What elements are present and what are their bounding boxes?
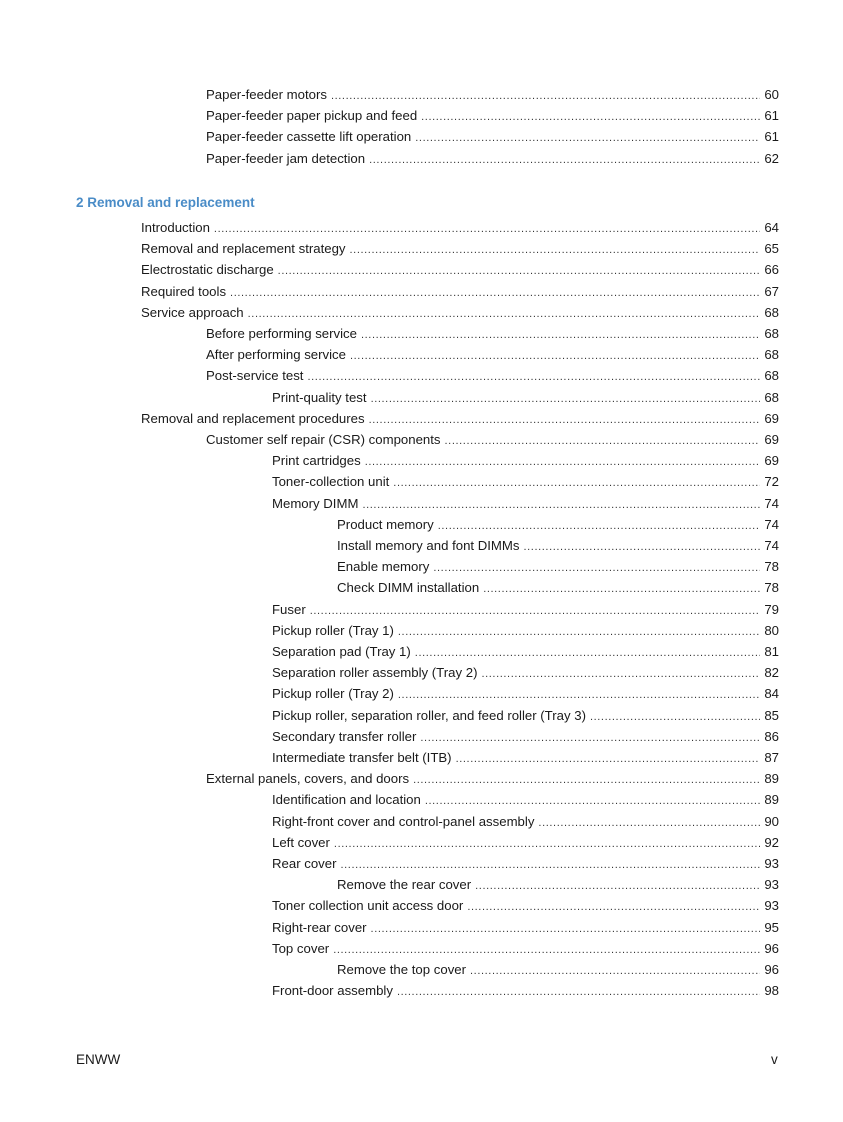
dot-leader bbox=[341, 855, 761, 876]
toc-entry-page-number: 66 bbox=[764, 262, 779, 278]
toc-entry-title: Print-quality test bbox=[272, 389, 367, 405]
dot-leader bbox=[334, 834, 760, 855]
dot-leader bbox=[420, 728, 760, 749]
dot-leader bbox=[307, 367, 760, 388]
toc-entry-page-number: 86 bbox=[764, 728, 779, 744]
toc-entry-title: Required tools bbox=[141, 283, 227, 299]
toc-entry[interactable] bbox=[272, 387, 779, 408]
toc-entry-page-number: 80 bbox=[764, 622, 779, 638]
toc-entry-title: Memory DIMM bbox=[272, 495, 359, 511]
dot-leader bbox=[350, 346, 760, 367]
toc-entry-title: Left cover bbox=[272, 834, 330, 850]
toc-entry-title: Pickup roller (Tray 2) bbox=[272, 686, 394, 702]
toc-entry[interactable] bbox=[337, 577, 779, 598]
dot-leader bbox=[278, 261, 761, 282]
toc-entry-title: Secondary transfer roller bbox=[272, 728, 417, 744]
dot-leader bbox=[393, 473, 760, 494]
toc-entry[interactable] bbox=[141, 217, 779, 238]
toc-entry-page-number: 93 bbox=[764, 898, 779, 914]
toc-entry[interactable] bbox=[141, 259, 779, 280]
toc-entry-title: Fuser bbox=[272, 601, 306, 617]
toc-entry-title: Remove the rear cover bbox=[337, 877, 472, 893]
dot-leader bbox=[523, 537, 760, 558]
toc-entry-title: Rear cover bbox=[272, 856, 337, 871]
toc-entry[interactable] bbox=[272, 832, 779, 853]
toc-entry[interactable] bbox=[337, 959, 779, 980]
toc-entry[interactable] bbox=[272, 641, 779, 662]
toc-entry[interactable] bbox=[272, 471, 779, 492]
toc-entry[interactable] bbox=[272, 853, 779, 874]
toc-entry-page-number: 74 bbox=[764, 538, 779, 553]
toc-entry[interactable] bbox=[206, 126, 779, 147]
toc-entry-page-number: 68 bbox=[764, 304, 779, 320]
toc-entry-page-number: 72 bbox=[764, 474, 779, 490]
dot-leader bbox=[331, 86, 760, 107]
toc-entry[interactable] bbox=[141, 408, 779, 429]
toc-entry-page-number: 81 bbox=[764, 644, 779, 659]
toc-entry-title: Remove the top cover bbox=[337, 962, 467, 977]
toc-entry[interactable] bbox=[206, 105, 779, 126]
dot-leader bbox=[398, 622, 760, 643]
toc-entry-page-number: 89 bbox=[764, 771, 779, 787]
dot-leader bbox=[481, 664, 760, 685]
toc-entry-title: Electrostatic discharge bbox=[141, 262, 274, 278]
dot-leader bbox=[214, 219, 760, 240]
toc-entry-page-number: 74 bbox=[764, 495, 779, 511]
toc-entry-page-number: 65 bbox=[764, 241, 779, 257]
toc-entry-page-number: 69 bbox=[764, 453, 779, 469]
toc-entry-page-number: 68 bbox=[764, 326, 779, 341]
toc-entry-title: Before performing service bbox=[206, 326, 357, 341]
toc-entry-page-number: 85 bbox=[764, 707, 779, 723]
toc-entry-page-number: 89 bbox=[764, 792, 779, 808]
toc-entry[interactable] bbox=[141, 302, 779, 323]
dot-leader bbox=[310, 601, 761, 622]
toc-entry-page-number: 84 bbox=[764, 686, 779, 702]
toc-entry-title: Post-service test bbox=[206, 368, 304, 384]
toc-entry-title: Paper-feeder jam detection bbox=[206, 150, 366, 166]
toc-entry-page-number: 96 bbox=[764, 962, 779, 977]
toc-entry-title: Toner-collection unit bbox=[272, 474, 390, 490]
toc-entry-page-number: 95 bbox=[764, 919, 779, 935]
toc-entry-title: Removal and replacement procedures bbox=[141, 410, 365, 426]
toc-entry[interactable] bbox=[272, 895, 779, 916]
toc-entry[interactable] bbox=[272, 938, 779, 959]
dot-leader bbox=[415, 643, 761, 664]
toc-entry-title: Identification and location bbox=[272, 792, 421, 808]
footer-label: ENWW bbox=[76, 1052, 121, 1067]
toc-entry[interactable] bbox=[272, 493, 779, 514]
toc-entry[interactable] bbox=[337, 556, 779, 577]
dot-leader bbox=[483, 579, 760, 600]
toc-entry[interactable] bbox=[206, 365, 779, 386]
toc-entry-page-number: 79 bbox=[764, 601, 779, 617]
toc-entry-title: Right-front cover and control-panel assembly bbox=[272, 813, 535, 829]
toc-entry[interactable] bbox=[272, 789, 779, 810]
toc-entry-title: Toner collection unit access door bbox=[272, 898, 464, 914]
toc-entry[interactable] bbox=[272, 620, 779, 641]
toc-entry-title: Top cover bbox=[272, 940, 330, 956]
toc-entry-title: After performing service bbox=[206, 347, 346, 363]
dot-leader bbox=[438, 516, 761, 537]
toc-entry-page-number: 93 bbox=[764, 856, 779, 871]
toc-entry-page-number: 74 bbox=[764, 516, 779, 532]
toc-entry-title: Enable memory bbox=[337, 559, 430, 575]
toc-entry[interactable] bbox=[272, 683, 779, 704]
toc-entry-page-number: 82 bbox=[764, 665, 779, 681]
chapter-heading[interactable]: 2 Removal and replacement bbox=[76, 195, 255, 210]
dot-leader bbox=[350, 240, 761, 261]
toc-entry-page-number: 68 bbox=[764, 347, 779, 363]
dot-leader bbox=[475, 876, 760, 897]
toc-entry-title: Product memory bbox=[337, 516, 434, 532]
dot-leader bbox=[333, 940, 760, 961]
toc-entry-title: Customer self repair (CSR) components bbox=[206, 432, 441, 447]
toc-entry-title: Separation roller assembly (Tray 2) bbox=[272, 665, 478, 681]
toc-entry-title: Introduction bbox=[141, 220, 210, 235]
toc-entry-page-number: 61 bbox=[764, 108, 779, 124]
dot-leader bbox=[248, 304, 761, 325]
toc-entry-title: Separation pad (Tray 1) bbox=[272, 644, 411, 659]
toc-entry[interactable] bbox=[272, 599, 779, 620]
toc-entry[interactable] bbox=[206, 148, 779, 169]
toc-entry-title: Removal and replacement strategy bbox=[141, 241, 346, 257]
toc-entry-page-number: 68 bbox=[764, 368, 779, 384]
dot-leader bbox=[371, 389, 761, 410]
toc-entry-title: Right-rear cover bbox=[272, 919, 367, 935]
toc-entry-page-number: 69 bbox=[764, 432, 779, 447]
toc-entry-title: External panels, covers, and doors bbox=[206, 771, 410, 787]
toc-entry-title: Pickup roller, separation roller, and feed roller (Tray 3) bbox=[272, 707, 586, 723]
dot-leader bbox=[398, 685, 760, 706]
toc-entry-page-number: 87 bbox=[764, 750, 779, 765]
dot-leader bbox=[425, 791, 760, 812]
dot-leader bbox=[456, 749, 761, 770]
toc-entry[interactable] bbox=[141, 238, 779, 259]
toc-entry[interactable] bbox=[206, 323, 779, 344]
toc-entry-title: Print cartridges bbox=[272, 453, 361, 469]
toc-entry-title: Paper-feeder motors bbox=[206, 87, 327, 102]
toc-entry[interactable] bbox=[272, 917, 779, 938]
dot-leader bbox=[371, 919, 761, 940]
dot-leader bbox=[421, 107, 760, 128]
toc-entry[interactable] bbox=[141, 281, 779, 302]
toc-entry[interactable] bbox=[272, 726, 779, 747]
dot-leader bbox=[369, 150, 760, 171]
dot-leader bbox=[467, 897, 760, 918]
toc-entry-title: Install memory and font DIMMs bbox=[337, 538, 520, 553]
toc-entry-page-number: 92 bbox=[764, 834, 779, 850]
toc-entry-page-number: 93 bbox=[764, 877, 779, 893]
dot-leader bbox=[362, 495, 760, 516]
toc-entry-title: Service approach bbox=[141, 304, 244, 320]
toc-entry[interactable] bbox=[206, 768, 779, 789]
dot-leader bbox=[361, 325, 760, 346]
toc-entry[interactable] bbox=[206, 429, 779, 450]
toc-entry-title: Pickup roller (Tray 1) bbox=[272, 622, 394, 638]
toc-entry-page-number: 61 bbox=[764, 129, 779, 145]
toc-entry[interactable] bbox=[272, 450, 779, 471]
toc-entry-page-number: 67 bbox=[764, 283, 779, 299]
toc-entry-page-number: 62 bbox=[764, 150, 779, 166]
dot-leader bbox=[397, 982, 760, 1003]
dot-leader bbox=[470, 961, 760, 982]
dot-leader bbox=[365, 452, 761, 473]
toc-entry[interactable] bbox=[272, 811, 779, 832]
toc-entry-page-number: 64 bbox=[764, 220, 779, 235]
toc-entry-title: Intermediate transfer belt (ITB) bbox=[272, 750, 452, 765]
dot-leader bbox=[369, 410, 761, 431]
toc-entry-title: Paper-feeder cassette lift operation bbox=[206, 129, 412, 145]
toc-entry-page-number: 60 bbox=[764, 87, 779, 102]
dot-leader bbox=[445, 431, 761, 452]
toc-entry[interactable] bbox=[337, 535, 779, 556]
toc-entry-page-number: 68 bbox=[764, 389, 779, 405]
toc-entry[interactable] bbox=[272, 662, 779, 683]
toc-entry-page-number: 90 bbox=[764, 813, 779, 829]
dot-leader bbox=[538, 813, 760, 834]
toc-entry-page-number: 78 bbox=[764, 580, 779, 596]
toc-entry[interactable] bbox=[272, 705, 779, 726]
toc-entry[interactable] bbox=[272, 980, 779, 1001]
dot-leader bbox=[230, 283, 760, 304]
toc-entry[interactable] bbox=[337, 874, 779, 895]
toc-entry-page-number: 78 bbox=[764, 559, 779, 575]
toc-entry[interactable] bbox=[337, 514, 779, 535]
toc-entry-title: Front-door assembly bbox=[272, 983, 393, 999]
dot-leader bbox=[413, 770, 760, 791]
dot-leader bbox=[415, 128, 760, 149]
toc-entry-page-number: 69 bbox=[764, 410, 779, 426]
toc-entry[interactable] bbox=[272, 747, 779, 768]
toc-entry-title: Check DIMM installation bbox=[337, 580, 480, 596]
toc-entry-page-number: 98 bbox=[764, 983, 779, 999]
dot-leader bbox=[433, 558, 760, 579]
dot-leader bbox=[590, 707, 760, 728]
page-number: v bbox=[771, 1052, 778, 1067]
toc-entry[interactable] bbox=[206, 344, 779, 365]
toc-entry-title: Paper-feeder paper pickup and feed bbox=[206, 108, 418, 124]
toc-entry-page-number: 96 bbox=[764, 940, 779, 956]
toc-entry[interactable] bbox=[206, 84, 779, 105]
